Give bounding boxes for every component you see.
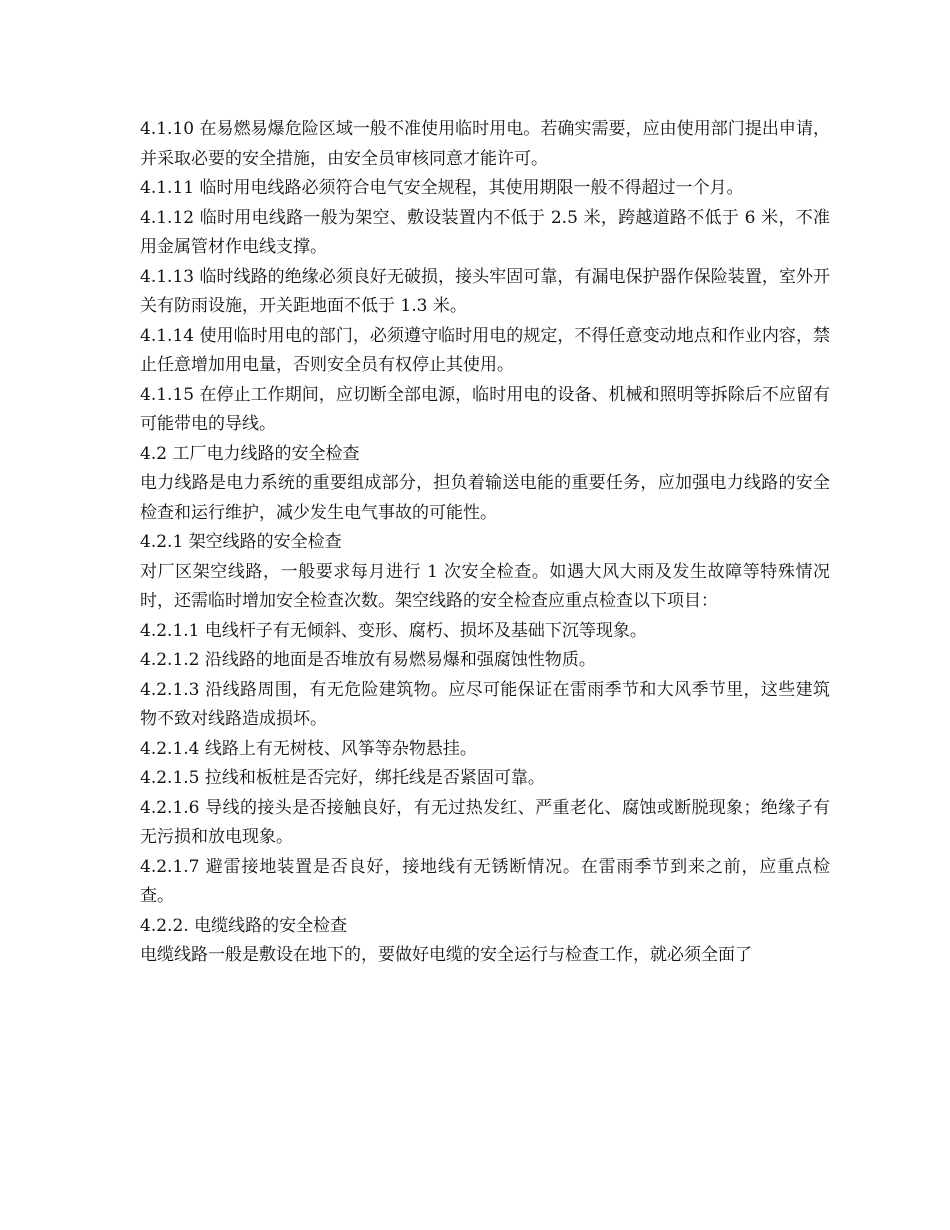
section-4-2-2-intro: 电缆线路一般是敷设在地下的，要做好电缆的安全运行与检查工作，就必须全面了 <box>140 945 752 965</box>
clause-4-2-1-6: 4.2.1.6 导线的接头是否接触良好，有无过热发红、严重老化、腐蚀或断脱现象；绝缘子有无污损和放电现象。 <box>140 797 830 847</box>
clause-4-2-1-1: 4.2.1.1 电线杆子有无倾斜、变形、腐朽、损坏及基础下沉等现象。 <box>140 620 647 641</box>
section-4-2-intro: 电力线路是电力系统的重要组成部分，担负着输送电能的重要任务，应加强电力线路的安全检查和运行维护，减少发生电气事故的可能性。 <box>140 473 830 523</box>
clause-4-1-12: 4.1.12 临时用电线路一般为架空、敷设装置内不低于 2.5 米，跨越道路不低于 6 米，不准用金属管材作电线支撑。 <box>140 207 830 257</box>
section-heading-4-2-1: 4.2.1 架空线路的安全检查 <box>140 532 342 552</box>
clause-4-1-15: 4.1.15 在停止工作期间，应切断全部电源，临时用电的设备、机械和照明等拆除后不应留有可能带电的导线。 <box>140 384 830 434</box>
clause-4-2-1-7: 4.2.1.7 避雷接地装置是否良好，接地线有无锈断情况。在雷雨季节到来之前，应重点检查。 <box>140 856 830 906</box>
clause-4-2-1-2: 4.2.1.2 沿线路的地面是否堆放有易燃易爆和强腐蚀性物质。 <box>140 650 596 670</box>
clause-4-2-1-4: 4.2.1.4 线路上有无树枝、风筝等杂物悬挂。 <box>140 738 477 759</box>
section-4-2-1-intro: 对厂区架空线路，一般要求每月进行 1 次安全检查。如遇大风大雨及发生故障等特殊情况时，还需临时增加安全检查次数。架空线路的安全检查应重点检查以下项目： <box>140 561 830 611</box>
clause-4-1-13: 4.1.13 临时线路的绝缘必须良好无破损，接头牢固可靠，有漏电保护器作保险装置，室外开关有防雨设施，开关距地面不低于 1.3 米。 <box>140 266 830 316</box>
section-heading-4-2-2: 4.2.2. 电缆线路的安全检查 <box>140 915 348 936</box>
clause-4-1-14: 4.1.14 使用临时用电的部门，必须遵守临时用电的规定，不得任意变动地点和作业内容，禁止任意增加用电量，否则安全员有权停止其使用。 <box>140 325 830 375</box>
clause-4-1-10: 4.1.10 在易燃易爆危险区域一般不准使用临时用电。若确实需要，应由使用部门提出申请，并采取必要的安全措施，由安全员审核同意才能许可。 <box>140 119 830 169</box>
document-body <box>140 115 830 971</box>
clause-4-2-1-5: 4.2.1.5 拉线和板桩是否完好，绑托线是否紧固可靠。 <box>140 768 545 788</box>
clause-4-1-11: 4.1.11 临时用电线路必须符合电气安全规程，其使用期限一般不得超过一个月。 <box>140 178 744 198</box>
section-heading-4-2: 4.2 工厂电力线路的安全检查 <box>140 443 360 464</box>
clause-4-2-1-3: 4.2.1.3 沿线路周围，有无危险建筑物。应尽可能保证在雷雨季节和大风季节里，这些建筑物不致对线路造成损坏。 <box>140 679 830 729</box>
